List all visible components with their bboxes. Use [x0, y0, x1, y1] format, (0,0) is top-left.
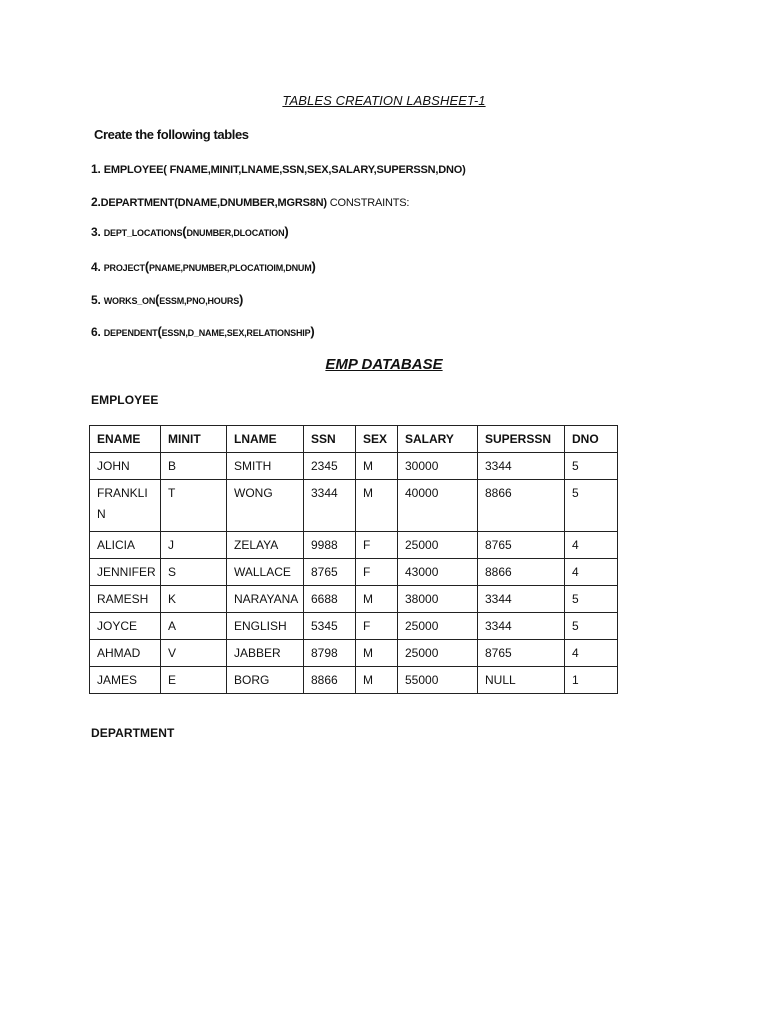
cell-ssn: 3344	[304, 480, 356, 532]
definition-close-paren: )	[284, 224, 289, 239]
cell-sex: F	[356, 559, 398, 586]
table-row	[90, 613, 618, 640]
cell-salary: 38000	[398, 586, 478, 613]
definition-close-paren: )	[311, 259, 316, 274]
definition-open-paren: (	[182, 224, 187, 239]
cell-dno: 4	[565, 532, 618, 559]
table-definition-department	[91, 195, 409, 209]
intro-text: Create the following tables	[94, 127, 249, 142]
definition-close-paren: )	[310, 324, 315, 339]
definition-columns: ESSM,PNO,HOURS	[159, 296, 240, 306]
column-header-sex: SEX	[356, 426, 398, 453]
cell-salary: 43000	[398, 559, 478, 586]
definition-columns: DNAME,DNUMBER,MGRS8N	[177, 197, 324, 209]
cell-superssn: 8866	[478, 480, 565, 532]
cell-ename: ALICIA	[90, 532, 161, 559]
table-row	[90, 667, 618, 694]
cell-sex: M	[356, 453, 398, 480]
column-header-superssn: SUPERSSN	[478, 426, 565, 453]
cell-ssn: 8798	[304, 640, 356, 667]
table-row	[90, 559, 618, 586]
cell-salary: 55000	[398, 667, 478, 694]
definition-columns: PNAME,PNUMBER,PLOCATIOIM,DNUM	[149, 263, 312, 273]
column-header-ssn: SSN	[304, 426, 356, 453]
column-header-ename: ENAME	[90, 426, 161, 453]
cell-superssn: 8765	[478, 640, 565, 667]
cell-minit: K	[161, 586, 227, 613]
cell-ename: FRANKLIN	[90, 480, 161, 532]
cell-dno: 5	[565, 586, 618, 613]
cell-lname: ZELAYA	[227, 532, 304, 559]
cell-ename: JENNIFER	[90, 559, 161, 586]
definition-close-paren: )	[462, 164, 466, 176]
cell-ssn: 6688	[304, 586, 356, 613]
definition-columns: ESSN,D_NAME,SEX,RELATIONSHIP	[161, 328, 311, 338]
database-title: EMP DATABASE	[325, 356, 443, 373]
definition-open-paren: (	[155, 292, 160, 307]
cell-minit: T	[161, 480, 227, 532]
cell-dno: 1	[565, 667, 618, 694]
table-definition-dependent	[91, 324, 315, 339]
cell-minit: A	[161, 613, 227, 640]
cell-sex: F	[356, 532, 398, 559]
definition-table-name: DEPARTMENT	[100, 197, 175, 209]
cell-sex: M	[356, 640, 398, 667]
definition-suffix: CONSTRAINTS:	[326, 197, 410, 209]
cell-salary: 25000	[398, 640, 478, 667]
table-row	[90, 453, 618, 480]
cell-dno: 5	[565, 453, 618, 480]
cell-dno: 5	[565, 613, 618, 640]
document-title: TABLES CREATION LABSHEET-1	[282, 93, 486, 108]
cell-minit: E	[161, 667, 227, 694]
cell-superssn: NULL	[478, 667, 565, 694]
cell-salary: 30000	[398, 453, 478, 480]
table-definition-project	[91, 259, 316, 274]
cell-lname: WONG	[227, 480, 304, 532]
table-row	[90, 640, 618, 667]
cell-sex: M	[356, 667, 398, 694]
cell-sex: M	[356, 586, 398, 613]
definition-number: 5.	[91, 293, 104, 307]
cell-salary: 40000	[398, 480, 478, 532]
cell-lname: NARAYANA	[227, 586, 304, 613]
table-definition-works-on	[91, 292, 243, 307]
definition-table-name: DEPT_LOCATIONS	[103, 228, 183, 238]
employee-section-label: EMPLOYEE	[91, 393, 159, 407]
definition-table-name: WORKS_ON	[103, 296, 156, 306]
cell-ename: AHMAD	[90, 640, 161, 667]
definition-table-name: EMPLOYEE	[103, 164, 164, 176]
cell-ssn: 8866	[304, 667, 356, 694]
cell-minit: J	[161, 532, 227, 559]
cell-ename: RAMESH	[90, 586, 161, 613]
column-header-dno: DNO	[565, 426, 618, 453]
cell-superssn: 3344	[478, 586, 565, 613]
definition-close-paren: )	[239, 292, 244, 307]
cell-ssn: 2345	[304, 453, 356, 480]
column-header-lname: LNAME	[227, 426, 304, 453]
definition-close-paren: )	[323, 197, 327, 209]
definition-columns: DNUMBER,DLOCATION	[186, 228, 285, 238]
definition-open-paren: (	[174, 197, 178, 209]
definition-number: 6.	[91, 325, 104, 339]
definition-number: 1.	[91, 162, 104, 176]
cell-superssn: 3344	[478, 613, 565, 640]
cell-lname: JABBER	[227, 640, 304, 667]
cell-lname: WALLACE	[227, 559, 304, 586]
definition-open-paren: (	[144, 259, 149, 274]
cell-dno: 5	[565, 480, 618, 532]
definition-table-name: DEPENDENT	[103, 328, 158, 338]
cell-sex: F	[356, 613, 398, 640]
cell-ename: JOHN	[90, 453, 161, 480]
employee-table	[89, 425, 618, 694]
cell-superssn: 8765	[478, 532, 565, 559]
cell-superssn: 8866	[478, 559, 565, 586]
cell-ssn: 5345	[304, 613, 356, 640]
cell-ename: JOYCE	[90, 613, 161, 640]
definition-number: 4.	[91, 260, 104, 274]
cell-dno: 4	[565, 640, 618, 667]
cell-sex: M	[356, 480, 398, 532]
cell-salary: 25000	[398, 613, 478, 640]
table-header-row	[90, 426, 618, 453]
cell-superssn: 3344	[478, 453, 565, 480]
cell-minit: S	[161, 559, 227, 586]
cell-minit: V	[161, 640, 227, 667]
cell-ssn: 8765	[304, 559, 356, 586]
cell-lname: BORG	[227, 667, 304, 694]
cell-ssn: 9988	[304, 532, 356, 559]
table-definition-employee	[91, 162, 466, 176]
definition-columns: FNAME,MINIT,LNAME,SSN,SEX,SALARY,SUPERSSN,DNO	[169, 164, 463, 176]
cell-salary: 25000	[398, 532, 478, 559]
cell-lname: SMITH	[227, 453, 304, 480]
definition-number: 3.	[91, 225, 104, 239]
definition-open-paren: (	[163, 164, 170, 176]
cell-ename: JAMES	[90, 667, 161, 694]
definition-number: 2.	[91, 195, 101, 209]
table-definition-dept-locations	[91, 224, 289, 239]
cell-lname: ENGLISH	[227, 613, 304, 640]
department-section-label: DEPARTMENT	[91, 726, 175, 740]
definition-open-paren: (	[157, 324, 162, 339]
table-row	[90, 532, 618, 559]
table-row	[90, 586, 618, 613]
table-row	[90, 480, 618, 532]
column-header-minit: MINIT	[161, 426, 227, 453]
cell-minit: B	[161, 453, 227, 480]
column-header-salary: SALARY	[398, 426, 478, 453]
definition-table-name: PROJECT	[103, 263, 145, 273]
cell-dno: 4	[565, 559, 618, 586]
